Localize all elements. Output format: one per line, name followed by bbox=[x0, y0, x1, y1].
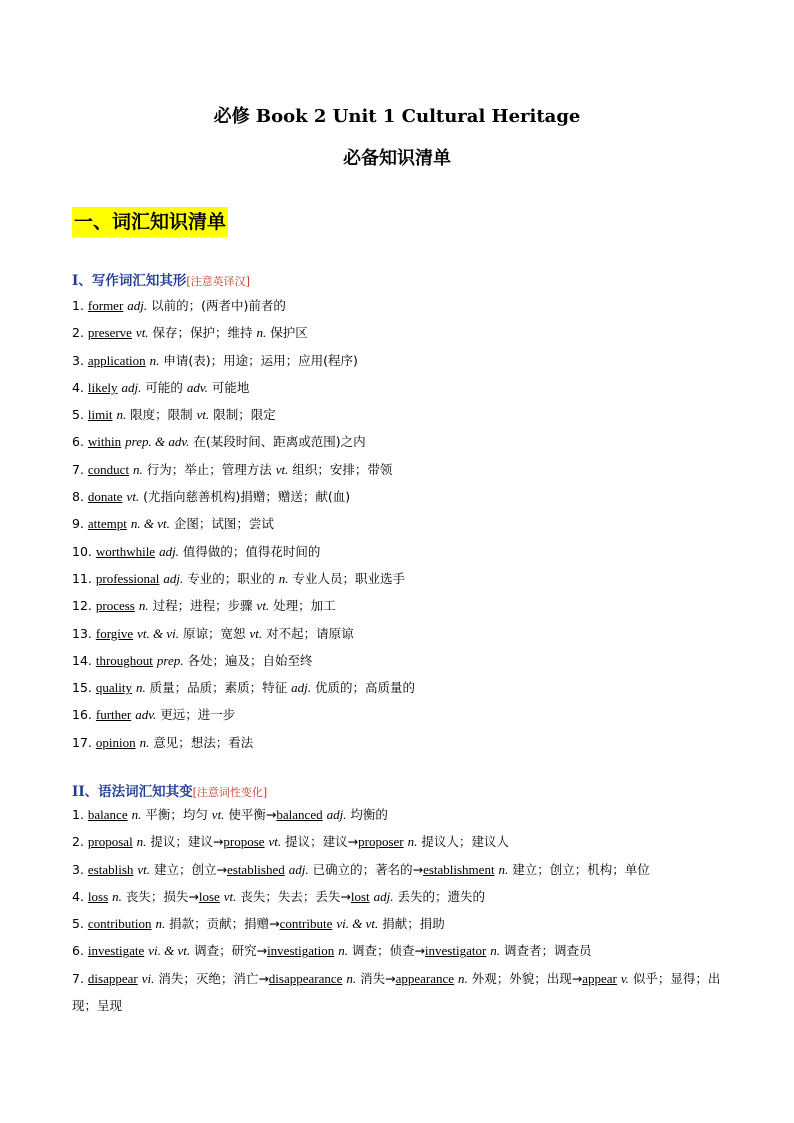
part-of-speech: adv. bbox=[186, 379, 208, 395]
vocab-word: appearance bbox=[395, 970, 455, 986]
vocab-word: process bbox=[95, 598, 135, 614]
vocab-text: 在(某段时间、距离或范围)之内 bbox=[189, 434, 366, 450]
vocab-text: 1. bbox=[72, 807, 88, 822]
vocab-word: appear bbox=[582, 970, 617, 986]
vocab-item bbox=[72, 674, 722, 701]
vocab-text: 使平衡→ bbox=[224, 807, 277, 822]
vocab-text: 2. bbox=[72, 325, 88, 341]
part-of-speech: vt. bbox=[268, 834, 282, 850]
vocab-text: 2. bbox=[72, 834, 88, 850]
vocab-text: 申请(表)；用途；运用；应用(程序) bbox=[159, 352, 358, 368]
vocab-word: opinion bbox=[95, 734, 136, 750]
part-of-speech: vt. bbox=[211, 807, 225, 822]
vocab-text: 限度；限制 bbox=[126, 407, 197, 423]
vocab-item bbox=[72, 729, 722, 756]
vocab-text: 原谅；宽恕 bbox=[179, 625, 250, 641]
part-of-speech: vi. & vt. bbox=[148, 943, 191, 959]
vocab-text: 6. bbox=[72, 434, 88, 450]
vocab-word: loss bbox=[87, 888, 109, 904]
part-of-speech: n. bbox=[278, 570, 289, 586]
vocab-text: 限制；限定 bbox=[209, 407, 276, 423]
vocab-item bbox=[72, 347, 722, 374]
part-of-speech: vt. & vi. bbox=[137, 625, 180, 641]
vocab-text: 6. bbox=[72, 943, 88, 959]
vocab-text: 似乎；显得；出现；呈现 bbox=[72, 970, 721, 1014]
vocab-item bbox=[72, 401, 722, 428]
vocab-item bbox=[72, 428, 722, 455]
vocab-item bbox=[72, 319, 722, 346]
vocab-text: 已确立的；著名的→ bbox=[308, 861, 424, 877]
part-of-speech: adj. bbox=[163, 570, 184, 586]
vocab-word: limit bbox=[87, 407, 113, 423]
part-of-speech: vi. & vt. bbox=[336, 916, 379, 932]
vocab-item bbox=[72, 538, 722, 565]
vocab-text: 处理；加工 bbox=[269, 598, 336, 614]
part-of-speech: vt. bbox=[126, 489, 140, 505]
vocab-item bbox=[72, 565, 722, 592]
vocab-word: former bbox=[87, 298, 124, 313]
vocab-text: 组织；安排；带领 bbox=[288, 461, 393, 477]
vocab-word: likely bbox=[87, 379, 118, 395]
vocab-text: 10. bbox=[72, 543, 96, 559]
vocab-word: investigation bbox=[267, 943, 335, 959]
vocab-word: investigator bbox=[424, 943, 487, 959]
document-subtitle: 必备知识清单 bbox=[343, 148, 451, 169]
vocab-word: established bbox=[226, 861, 285, 877]
vocab-text: 专业人员；职业选手 bbox=[288, 570, 405, 586]
vocab-word: disappear bbox=[87, 970, 138, 986]
vocab-word: attempt bbox=[87, 516, 127, 532]
vocab-word: donate bbox=[87, 489, 123, 505]
part-of-speech: n. & vt. bbox=[130, 516, 170, 532]
part-of-speech: n. bbox=[458, 970, 468, 986]
vocab-word: conduct bbox=[87, 461, 130, 477]
vocab-word: proposer bbox=[358, 834, 404, 850]
part-of-speech: v. bbox=[620, 970, 629, 986]
vocab-text: 过程；进程；步骤 bbox=[148, 598, 257, 614]
part-of-speech: n. bbox=[256, 325, 267, 341]
vocab-word: forgive bbox=[95, 625, 134, 641]
vocab-word: contribute bbox=[279, 916, 333, 932]
vocab-item bbox=[72, 937, 722, 964]
vocab-text: 提议人；建议人 bbox=[417, 834, 509, 850]
part-of-speech: vt. bbox=[137, 861, 151, 877]
vocab-word: proposal bbox=[87, 834, 133, 850]
vocab-word: lost bbox=[350, 888, 370, 904]
vocab-text: 调查；研究→ bbox=[190, 943, 268, 959]
part-of-speech: adj. bbox=[288, 861, 309, 877]
vocab-item bbox=[72, 828, 722, 855]
part-of-speech: n. bbox=[131, 807, 142, 822]
subsection-title: II、语法词汇知其变 bbox=[72, 784, 193, 800]
vocab-text: 对不起；请原谅 bbox=[262, 625, 354, 641]
part-of-speech: n. bbox=[136, 834, 147, 850]
vocab-text: 专业的；职业的 bbox=[183, 570, 279, 586]
document-title: 必修 Book 2 Unit 1 Cultural Heritage bbox=[213, 106, 581, 127]
vocab-word: quality bbox=[95, 680, 132, 696]
vocab-word: establishment bbox=[423, 861, 495, 877]
vocab-text: 7. bbox=[72, 461, 88, 477]
vocab-text: 5. bbox=[72, 407, 88, 423]
vocab-text: 12. bbox=[72, 598, 96, 614]
vocab-item bbox=[72, 965, 722, 1020]
vocab-text: 值得做的；值得花时间的 bbox=[178, 543, 321, 559]
vocab-text: 以前的；(两者中)前者的 bbox=[147, 298, 286, 313]
vocab-text: 意见；想法；看法 bbox=[149, 734, 254, 750]
vocab-text: 提议；建议→ bbox=[281, 834, 359, 850]
part-of-speech: n. bbox=[498, 861, 509, 877]
vocab-text: 13. bbox=[72, 625, 96, 641]
vocab-word: lose bbox=[198, 888, 220, 904]
part-of-speech: n. bbox=[346, 970, 357, 986]
vocab-word: worthwhile bbox=[95, 543, 156, 559]
vocab-text: 企图；试图；尝试 bbox=[169, 516, 274, 532]
part-of-speech: vt. bbox=[196, 407, 210, 423]
vocab-text: 捐献；捐助 bbox=[378, 916, 445, 932]
vocab-text: 11. bbox=[72, 570, 96, 586]
vocab-text: 捐款；贡献；捐赠→ bbox=[165, 916, 280, 932]
vocab-item bbox=[72, 592, 722, 619]
vocab-word: contribution bbox=[87, 916, 152, 932]
vocab-text: 保存；保护；维持 bbox=[148, 325, 257, 341]
vocab-text: 平衡；均匀 bbox=[141, 807, 212, 822]
part-of-speech: n. bbox=[338, 943, 348, 959]
vocab-item bbox=[72, 801, 722, 828]
vocab-item bbox=[72, 510, 722, 537]
vocab-text: 消失→ bbox=[356, 970, 396, 986]
vocab-item bbox=[72, 701, 722, 728]
vocab-text: 均衡的 bbox=[346, 807, 388, 822]
vocab-text: 外观；外貌；出现→ bbox=[467, 970, 583, 986]
part-of-speech: vt. bbox=[256, 598, 270, 614]
vocab-text: 17. bbox=[72, 734, 96, 750]
vocab-text: 4. bbox=[72, 379, 88, 395]
part-of-speech: adj. bbox=[373, 888, 394, 904]
part-of-speech: n. bbox=[155, 916, 166, 932]
vocab-item bbox=[72, 620, 722, 647]
subsection-note: [注意英译汉] bbox=[186, 275, 250, 288]
part-of-speech: vt. bbox=[135, 325, 149, 341]
part-of-speech: n. bbox=[490, 943, 501, 959]
vocab-word: throughout bbox=[95, 652, 153, 668]
vocab-text: 各处；遍及；自始至终 bbox=[183, 652, 313, 668]
part-of-speech: prep. & adv. bbox=[125, 434, 190, 450]
vocab-item bbox=[72, 647, 722, 674]
vocab-text: 调查者；调查员 bbox=[500, 943, 592, 959]
vocab-word: application bbox=[87, 352, 146, 368]
part-of-speech: n. bbox=[139, 734, 150, 750]
part-of-speech: n. bbox=[407, 834, 418, 850]
vocab-text: 可能地 bbox=[207, 379, 250, 395]
part-of-speech: adj. bbox=[159, 543, 179, 559]
part-of-speech: n. bbox=[149, 352, 160, 368]
vocab-text: 7. bbox=[72, 970, 88, 986]
part-of-speech: n. bbox=[133, 461, 143, 477]
vocab-text: 建立；创立；机构；单位 bbox=[508, 861, 650, 877]
part-of-speech: vt. bbox=[249, 625, 263, 641]
vocab-text: 丧失；失去；丢失→ bbox=[236, 888, 351, 904]
vocab-text: 行为；举止；管理方法 bbox=[142, 461, 276, 477]
part-of-speech: adj. bbox=[291, 680, 312, 696]
vocab-item bbox=[72, 483, 722, 510]
vocab-item bbox=[72, 883, 722, 910]
vocab-text: 8. bbox=[72, 489, 88, 505]
part-of-speech: n. bbox=[138, 598, 149, 614]
vocab-text: 1. bbox=[72, 298, 88, 313]
part-of-speech: adv. bbox=[135, 707, 157, 723]
part-of-speech: adj. bbox=[326, 807, 347, 822]
subsection-heading-writing bbox=[72, 272, 250, 291]
vocab-text: 优质的；高质量的 bbox=[311, 680, 416, 696]
vocab-text: 建立；创立→ bbox=[150, 861, 227, 877]
vocab-item bbox=[72, 910, 722, 937]
vocab-item bbox=[72, 374, 722, 401]
vocab-text: 9. bbox=[72, 516, 88, 532]
part-of-speech: adj. bbox=[127, 298, 148, 313]
vocab-text: 3. bbox=[72, 861, 88, 877]
part-of-speech: vi. bbox=[141, 970, 155, 986]
vocab-text: 15. bbox=[72, 680, 96, 696]
vocab-text: 可能的 bbox=[141, 379, 187, 395]
part-of-speech: adj. bbox=[121, 379, 142, 395]
vocab-word: propose bbox=[223, 834, 265, 850]
vocab-item bbox=[72, 856, 722, 883]
subsection-heading-grammar bbox=[72, 783, 267, 802]
vocab-item bbox=[72, 292, 722, 319]
vocab-text: 14. bbox=[72, 652, 96, 668]
vocab-word: further bbox=[95, 707, 132, 723]
writing-vocabulary-list bbox=[72, 292, 722, 756]
vocab-word: balance bbox=[87, 807, 128, 822]
vocab-text: 保护区 bbox=[266, 325, 308, 341]
vocab-word: preserve bbox=[87, 325, 132, 341]
section-heading: 一、词汇知识清单 bbox=[72, 207, 228, 237]
part-of-speech: n. bbox=[112, 888, 122, 904]
vocab-text: 3. bbox=[72, 352, 88, 368]
part-of-speech: n. bbox=[135, 680, 146, 696]
grammar-vocabulary-list bbox=[72, 801, 722, 1019]
vocab-text: 丧失；损失→ bbox=[121, 888, 199, 904]
vocab-text: (尤指向慈善机构)捐赠；赠送；献(血) bbox=[139, 489, 351, 505]
vocab-text: 提议；建议→ bbox=[146, 834, 224, 850]
vocab-word: balanced bbox=[276, 807, 323, 822]
vocab-text: 丢失的；遗失的 bbox=[393, 888, 485, 904]
vocab-word: investigate bbox=[87, 943, 145, 959]
vocab-word: within bbox=[87, 434, 122, 450]
part-of-speech: n. bbox=[116, 407, 127, 423]
subsection-title: I、写作词汇知其形 bbox=[72, 273, 187, 289]
vocab-text: 调查；侦查→ bbox=[347, 943, 425, 959]
vocab-text: 5. bbox=[72, 916, 88, 932]
vocab-text: 4. bbox=[72, 888, 88, 904]
vocab-word: establish bbox=[87, 861, 134, 877]
subsection-note: [注意词性变化] bbox=[192, 786, 268, 799]
vocab-text: 16. bbox=[72, 707, 96, 723]
vocab-text: 更远；进一步 bbox=[156, 707, 236, 723]
vocab-text: 质量；品质；素质；特征 bbox=[145, 680, 292, 696]
part-of-speech: prep. bbox=[156, 652, 184, 668]
vocab-text: 消失；灭绝；消亡→ bbox=[154, 970, 269, 986]
vocab-item bbox=[72, 456, 722, 483]
part-of-speech: vt. bbox=[223, 888, 237, 904]
vocab-word: professional bbox=[95, 570, 160, 586]
part-of-speech: vt. bbox=[275, 461, 289, 477]
vocab-word: disappearance bbox=[268, 970, 343, 986]
